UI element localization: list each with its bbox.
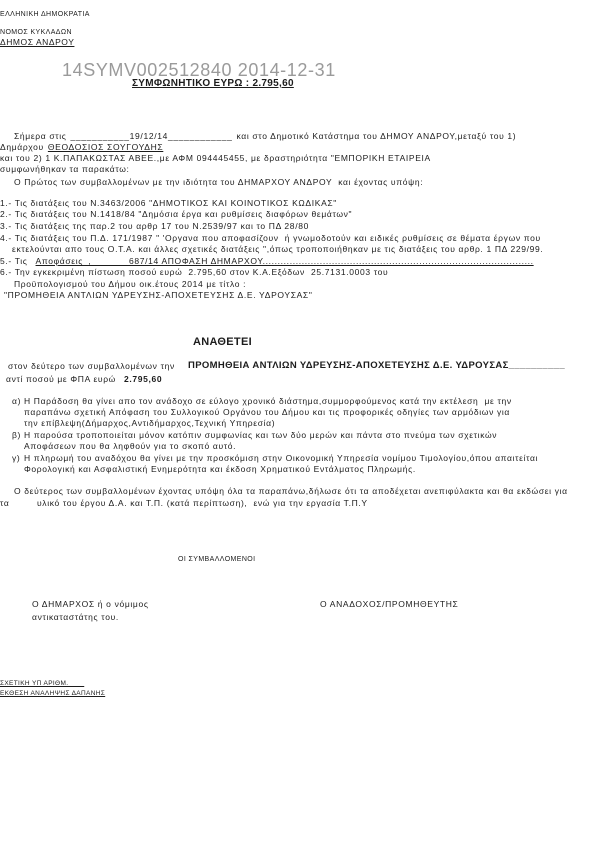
header-country: ΕΛΛΗΝΙΚΗ ΔΗΜΟΚΡΑΤΙΑ xyxy=(0,11,90,18)
term-line: παραπάνω σχετική Απόφαση του Συλλογικού Οργάνου του Δήμου και τις προφορικές οδηγίες των αρμόδιων για xyxy=(24,407,510,417)
assignment-amount-prefix: αντί ποσού με ΦΠΑ ευρώ xyxy=(6,374,116,384)
declaration-line-rest: υλικό του έργου Δ.Α. και Τ.Π. (κατά περίπτωση), ενώ για την εργασία Τ.Π.Υ xyxy=(37,498,368,508)
term-line: Αποφάσεων που θα ληφθούν για το σκοπό αυτό. xyxy=(24,441,237,451)
credit-line: Προϋπολογισμού του Δήμου οικ.έτους 2014 με τίτλο : xyxy=(14,279,247,289)
consideration-item: 1.- Τις διατάξεις του Ν.3463/2006 "ΔΗΜΟΤΙΚΟΣ ΚΑΙ ΚΟΙΝΟΤΙΚΟΣ ΚΩΔΙΚΑΣ" xyxy=(0,198,337,208)
term-line: Η παρούσα τροποποιείται μόνον κατόπιν συμφωνίας και των δύο μερών και πάντα στο πνεύμα των σχετικών xyxy=(24,430,498,440)
consideration-item-continued: εκτελούνται απο τους Ο.Τ.Α. και άλλες σχετικές διατάξεις ",όπως τροποποιήθηκαν με τις διατάξεις του αρθρ. 1 ΠΔ 229/99. xyxy=(12,244,544,254)
term-label: α) xyxy=(12,396,22,406)
intro-date: ___________19/12/14____________ xyxy=(70,131,233,141)
header-municipality: ΔΗΜΟΣ ΑΝΔΡΟΥ xyxy=(0,37,75,47)
assignment-subject: ΠΡΟΜΗΘΕΙΑ ΑΝΤΛΙΩΝ ΥΔΡΕΥΣΗΣ-ΑΠΟΧΕΤΕΥΣΗΣ Δ.Ε. ΥΔΡΟΥΣΑΣ__________ xyxy=(188,360,565,371)
footer-expense-report: ΕΚΘΕΣΗ ΑΝΑΛΗΨΗΣ ΔΑΠΑΝΗΣ xyxy=(0,690,106,697)
intro-date-prefix: Σήμερα στις xyxy=(14,131,67,141)
document-title: ΣΥΜΦΩΝΗΤΙΚΟ ΕΥΡΩ : 2.795,60 xyxy=(132,78,294,89)
term-label: γ) xyxy=(12,453,21,463)
declaration-line: Ο δεύτερος των συμβαλλομένων έχοντας υπόψη όλα τα παραπάνω,δήλωσε ότι τα αποδέχεται ανεπιφύλακτα και θα εκδώσει για xyxy=(14,486,568,496)
mayor-signature-label: Ο ΔΗΜΑΡΧΟΣ ή ο νόμιμος xyxy=(32,599,149,609)
header-prefecture: ΝΟΜΟΣ ΚΥΚΛΑΔΩΝ xyxy=(0,29,72,36)
intro-first-party-line: Ο Πρώτος των συμβαλλομένων με την ιδιότητα του ΔΗΜΑΡΧΟΥ ΑΝΔΡΟΥ και έχοντας υπόψη: xyxy=(14,177,424,187)
registry-stamp: 14SYMV002512840 2014-12-31 xyxy=(62,60,336,80)
assignment-amount-line xyxy=(6,374,595,386)
term-label: β) xyxy=(12,430,22,440)
credit-title-line: "ΠΡΟΜΗΘΕΙΑ ΑΝΤΛΙΩΝ ΥΔΡΕΥΣΗΣ-ΑΠΟΧΕΤΕΥΣΗΣ Δ.Ε. ΥΔΡΟΥΣΑΣ" xyxy=(4,290,313,300)
intro-contractor-line: και του 2) 1 Κ.ΠΑΠΑΚΩΣΤΑΣ ΑΒΕΕ.,με ΑΦΜ 094445455, με δραστηριότητα "ΕΜΠΟΡΙΚΗ ΕΤΑΙΡΕΙΑ xyxy=(0,153,431,163)
term-line: την επίβλεψη(Δήμαρχος,Αντιδήμαρχος,Τεχνική Υπηρεσία) xyxy=(24,418,276,428)
decision-text: Αποφάσεις_,_______687/14 ΑΠΟΦΑΣΗ ΔΗΜΑΡΧΟΥ.......................................................................................... xyxy=(35,256,534,266)
contractor-signature-label: Ο ΑΝΑΔΟΧΟΣ/ΠΡΟΜΗΘΕΥΤΗΣ xyxy=(320,599,459,609)
term-line: Η πληρωμή του αναδόχου θα γίνει με την προσκόμιση στην Οικονομική Υπηρεσία νομίμου Τιμολογίου,όπου απαιτείται xyxy=(24,453,539,463)
intro-mayor-prefix: Δημάρχου xyxy=(0,142,44,152)
signatures-heading: ΟΙ ΣΥΜΒΑΛΛΟΜΕΝΟΙ xyxy=(178,556,256,563)
declaration-line-start: τα xyxy=(0,498,10,508)
credit-line: 6.- Την εγκεκριμένη πίστωση ποσού ευρώ 2.795,60 στον Κ.Α.Εξόδων 25.7131.0003 του xyxy=(0,267,389,277)
mayor-name: ΘΕΟΔΟΣΙΟΣ ΣΟΥΓΟΥΔΗΣ xyxy=(47,142,164,152)
consideration-item: 2.- Τις διατάξεις του Ν.1418/84 "Δημόσια έργα και ρυθμίσεις διαφόρων θεμάτων" xyxy=(0,209,353,219)
term-line: Φορολογική και Ασφαλιστική Ενημερότητα και έκδοση Χρηματικού Εντάλματος Πληρωμής. xyxy=(24,464,416,474)
assignment-heading: ΑΝΑΘΕΤΕΙ xyxy=(193,336,252,348)
decision-prefix: 5.- Τις xyxy=(0,256,28,266)
intro-date-suffix: και στο Δημοτικό Κατάστημα του ΔΗΜΟΥ ΑΝΔΡΟΥ,μεταξύ του 1) xyxy=(236,131,517,141)
consideration-item: 4.- Τις διατάξεις του Π.Δ. 171/1987 " 'Οργανα που αποφασίζουν ή γνωμοδοτούν και ειδικές ρυθμίσεις σε θέματα έργων που xyxy=(0,233,541,243)
assignment-to-prefix: στον δεύτερο των συμβαλλομένων την xyxy=(8,361,175,371)
footer-reference: ΣΧΕΤΙΚΗ ΥΠ ΑΡΙΘΜ.____ xyxy=(0,680,85,687)
consideration-item: 3.- Τις διατάξεις της παρ.2 του αρθρ 17 του Ν.2539/97 και το ΠΔ 28/80 xyxy=(0,221,309,231)
assignment-amount: 2.795,60 xyxy=(123,374,163,384)
term-line: Η Παράδοση θα γίνει απο τον ανάδοχο σε εύλογο χρονικό διάστημα,συμμορφούμενος κατά την εκτέλεση με την xyxy=(24,396,512,406)
intro-agreed-line: συμφωνήθηκαν τα παρακάτω: xyxy=(0,164,130,174)
mayor-signature-label-continued: αντικαταστάτης του. xyxy=(32,612,119,622)
